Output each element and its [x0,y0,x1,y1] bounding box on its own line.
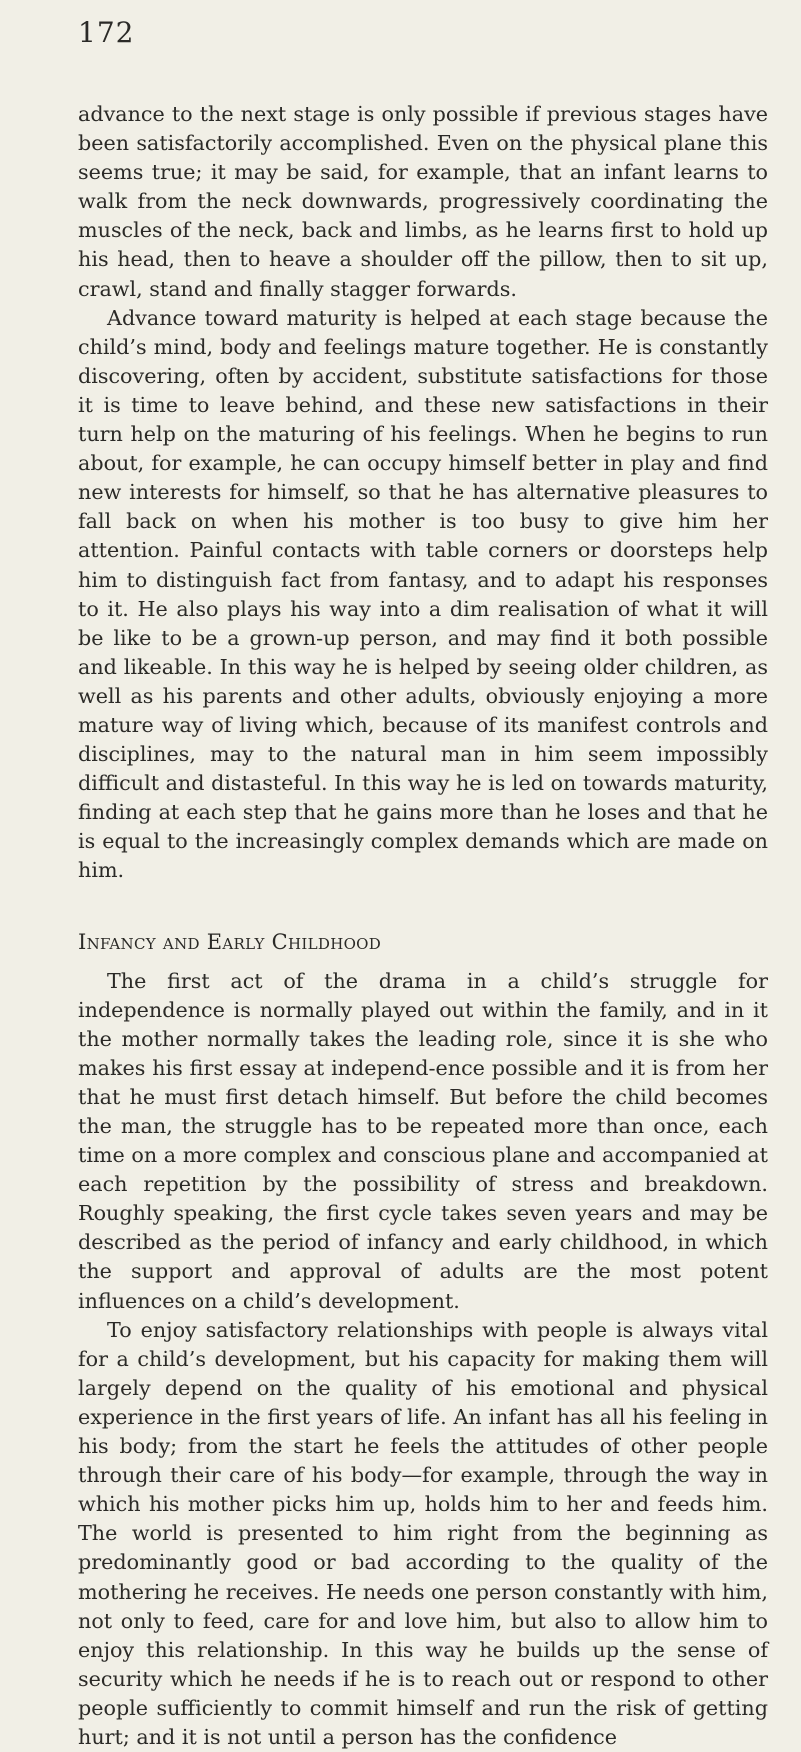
paragraph-continuation: advance to the next stage is only possible if previous stages have been satisfactorily accomplished. Even on the physical plane this seems true; it may be said, for example, that an infant learns to walk from the neck downwards, progressively coordinating the muscles of the neck, back and limbs, as he learns first to hold up his head, then to heave a shoulder off the pillow, then to sit up, crawl, stand and finally stagger forwards. [78,102,768,301]
page-body [78,100,768,1752]
section-heading-infancy: Infancy and Early Childhood [78,929,382,954]
paragraph-first-act: The first act of the drama in a child’s struggle for independence is normally played out within the family, and in it the mother normally takes the leading role, since it is she who makes his first essay at independ-ence possible and it is from her that he must first detach himself. But before the child becomes the man, the struggle has to be repeated more than once, each time on a more complex and conscious plane and accompanied at each repetition by the possibility of stress and breakdown. Roughly speaking, the first cycle takes seven years and may be described as the period of infancy and early childhood, in which the support and approval of adults are the most potent influences on a child’s development. [78,968,768,1313]
page-number: 172 [78,16,135,49]
paragraph-relationships: To enjoy satisfactory relationships with people is always vital for a child’s development, but his capacity for making them will largely depend on the quality of his emotional and physical experience in the first years of life. An infant has all his feeling in his body; from the start he feels the attitudes of other people through their care of his body—for example, through the way in which his mother picks him up, holds him to her and feeds him. The world is presented to him right from the beginning as predominantly good or bad according to the quality of the mothering he receives. He needs one person constantly with him, not only to feed, care for and love him, but also to allow him to enjoy this relationship. In this way he builds up the sense of security which he needs if he is to reach out or respond to other people sufficiently to commit himself and run the risk of getting hurt; and it is not until a person has the confidence [78,1317,768,1749]
paragraph-advance-toward-maturity: Advance toward maturity is helped at each stage because the child’s mind, body and feelings mature together. He is constantly discovering, often by accident, substitute satisfactions for those it is time to leave behind, and these new satisfactions in their turn help on the maturing of his feelings. When he begins to run about, for example, he can occupy himself better in play and find new interests for himself, so that he has alternative pleasures to fall back on when his mother is too busy to give him her attention. Painful contacts with table corners or doorsteps help him to distinguish fact from fantasy, and to adapt his responses to it. He also plays his way into a dim realisation of what it will be like to be a grown-up person, and may find it both possible and likeable. In this way he is helped by seeing older children, as well as his parents and other adults, obviously enjoying a more mature way of living which, because of its manifest controls and disciplines, may to the natural man in him seem impossibly difficult and distasteful. In this way he is led on towards maturity, finding at each step that he gains more than he loses and that he is equal to the increasingly complex demands which are made on him. [78,305,768,883]
